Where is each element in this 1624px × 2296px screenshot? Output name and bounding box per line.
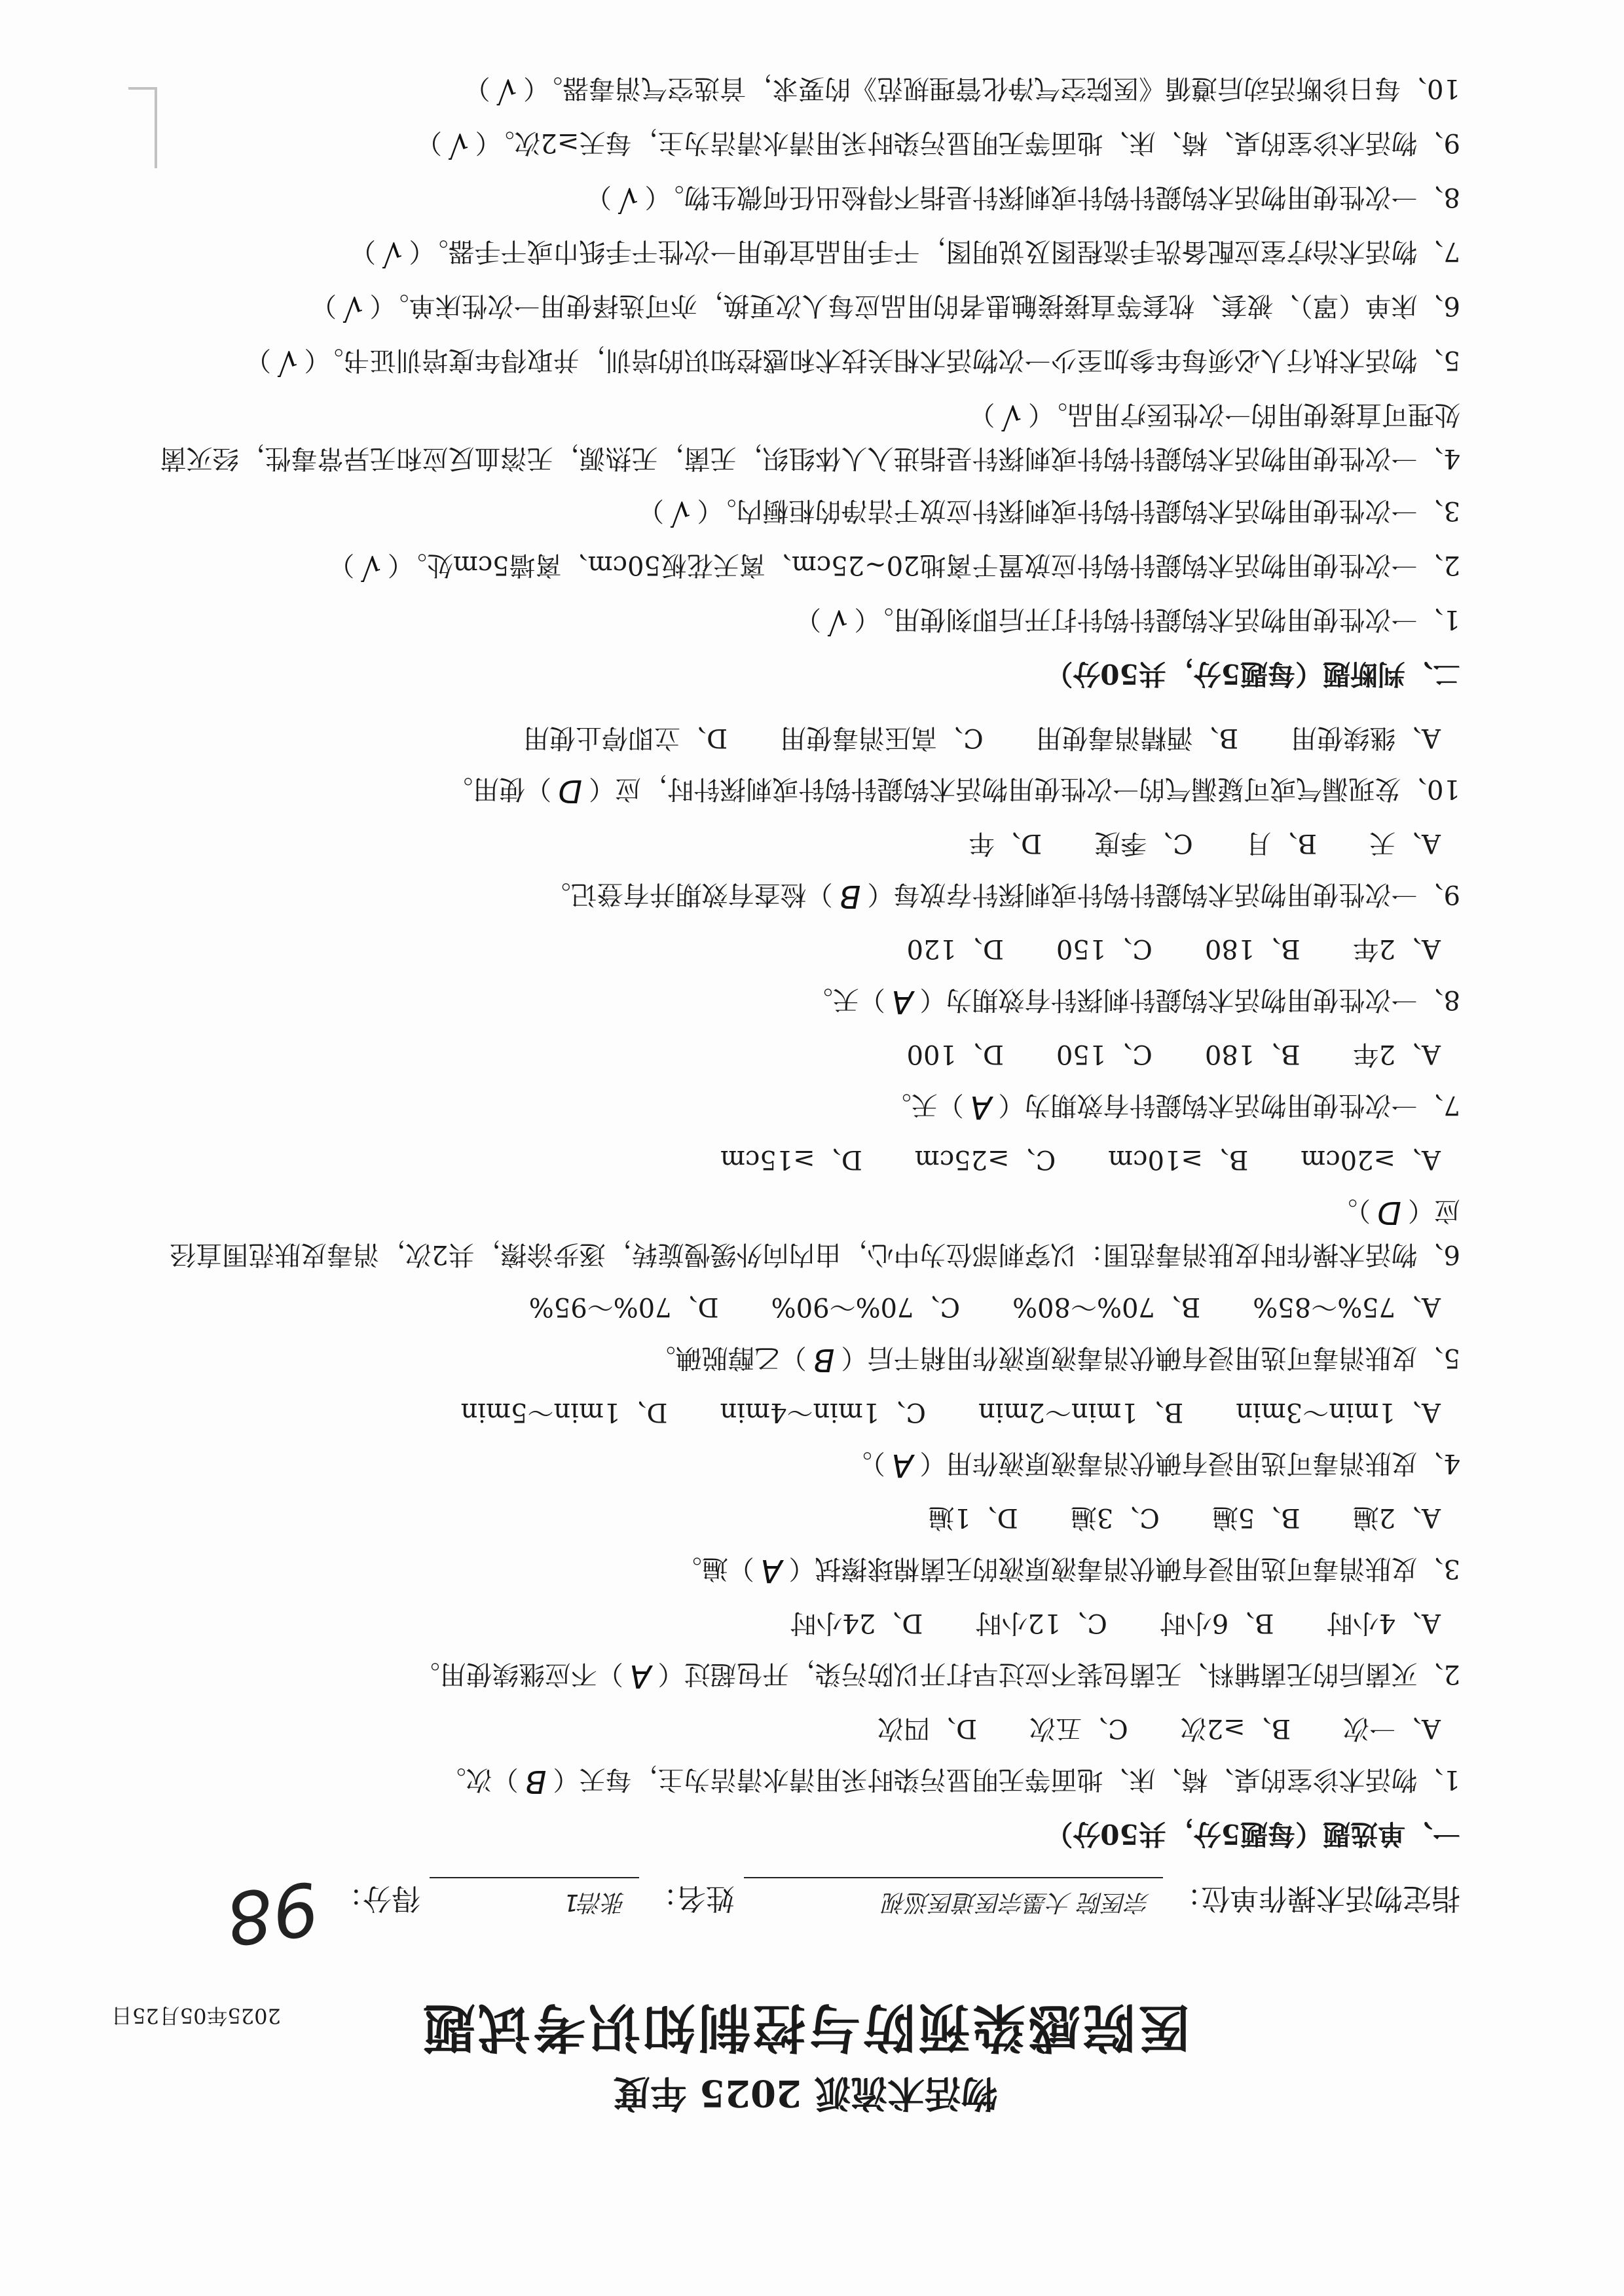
judgment-question [151, 490, 1460, 534]
judgment-end: ） [415, 128, 442, 158]
stem-text: 8、一次性使用物活术钩鍉针刺探针有效期为（ [919, 985, 1460, 1015]
unit-value: 宗医院 大墨宗医道医巡视 [883, 1889, 1150, 1916]
score-value: 98 [221, 1865, 324, 1961]
check-mark: √ [618, 181, 638, 217]
handwritten-answer: B [813, 1341, 835, 1378]
answer-options: A、2遍 B、5遍 C、3遍 D、1遍 [928, 1503, 1441, 1533]
judgment-text: 10、每日诊断活动后遵循《医院空气净化管理规范》的要求，首选空气消毒器。（ [523, 73, 1460, 103]
check-mark: √ [342, 289, 363, 326]
question-stem [151, 1337, 1460, 1381]
stem-end: ）天。 [885, 1090, 964, 1120]
answer-options: A、4小时 B、6小时 C、12小时 D、24小时 [790, 1608, 1441, 1638]
handwritten-answer: A [970, 1089, 992, 1125]
question-stem [151, 1548, 1460, 1592]
info-row [151, 1865, 1460, 1961]
exam-title: 医院感染预防与控制知识考试题 [420, 1997, 1190, 2058]
single-choice-question [151, 1033, 1460, 1128]
judgment-end: ） [969, 399, 995, 429]
question-stem [151, 1653, 1460, 1697]
single-choice-question [151, 822, 1460, 917]
question-stem [151, 1084, 1460, 1128]
judgment-question [151, 393, 1460, 479]
question-stem [151, 768, 1460, 812]
answer-options: A、1min～3min B、1min～2min C、1min～4min D、1min～5min [460, 1397, 1441, 1427]
answer-options: A、天 B、月 C、季度 D、年 [969, 828, 1441, 858]
handwritten-answer: B [525, 1763, 547, 1800]
stem-end: ）使用。 [447, 774, 552, 804]
title-row [111, 1988, 1460, 2067]
judgment-question [151, 176, 1460, 220]
judgment-end: ） [349, 236, 376, 266]
stem-text: 7、一次性使用物活术钩鍉针有效期为（ [998, 1090, 1460, 1120]
answer-options: A、2年 B、180 C、150 D、120 [906, 934, 1441, 964]
judgment-text: 4、一次性使用物活术钩鍉针钩针或刺探针是指进入人体组织，无菌，无热源，无溶血反应和无异常毒性，经灭菌处理可直接使用的一次性医疗用品。（ [160, 399, 1460, 473]
answer-options: A、一次 B、≥2次 C、五次 D、四次 [877, 1713, 1441, 1743]
stem-end: ）检查有效期并有登记。 [544, 879, 833, 909]
single-choice-title: 一、单选题（每题5分，共50分） [1045, 1818, 1460, 1850]
judgment-end: ） [310, 291, 337, 321]
answer-options: A、继续使用 B、酒精消毒使用 C、高压消毒使用 D、立即停止使用 [523, 723, 1441, 753]
corner-mark [128, 87, 157, 168]
judgment-title: 二、判断题（每题5分，共50分） [1045, 658, 1460, 690]
single-choice-question [151, 1497, 1460, 1592]
judgment-text: 9、物活术诊室的桌、椅、床、地面等无明显污染时采用清水清洁为主，每天≥2次。（ [475, 128, 1460, 158]
handwritten-answer: D [1377, 1194, 1401, 1231]
handwritten-answer: A [891, 1447, 913, 1484]
judgment-question [151, 230, 1460, 274]
question-stem [151, 1442, 1460, 1486]
unit-field [744, 1877, 1163, 1918]
handwritten-answer: A [760, 1552, 783, 1589]
judgment-list [151, 67, 1460, 642]
single-choice-question [151, 717, 1460, 812]
check-mark: √ [448, 126, 469, 163]
answer-options: A、75%～85% B、70%～80% C、70%～90% D、70%～95% [528, 1292, 1441, 1322]
stem-text: 9、一次性使用物活术钩鍉针钩针或刺探针存放每（ [867, 879, 1460, 909]
judgment-end: ） [244, 345, 271, 375]
check-mark: √ [496, 72, 517, 109]
single-choice-question [151, 928, 1460, 1023]
check-mark: √ [670, 494, 691, 531]
stem-text: 1、物活术诊室的桌、椅、床、地面等无明显污染时采用清水清洁为主，每天（ [553, 1764, 1460, 1795]
single-choice-list [151, 717, 1460, 1802]
name-field [430, 1877, 639, 1918]
stem-text: 2、灭菌后的无菌辅料、无菌包装不应过早打开以防污染，开包超过（ [657, 1659, 1460, 1689]
judgment-end: ） [464, 73, 490, 103]
stem-text: 10、发现漏气或可疑漏气的一次性使用物活术钩鍉针钩针或刺探针时，应（ [589, 774, 1460, 804]
stem-end: ）。 [845, 1448, 885, 1478]
single-choice-question [151, 1139, 1460, 1275]
judgment-text: 7、物活术治疗室应配备洗手流程图及说明图，干手用品宜使用一次性干手纸巾或干手器。（ [409, 236, 1460, 266]
single-choice-question [151, 1286, 1460, 1381]
check-mark: √ [361, 549, 381, 585]
name-value: 张浩1 [564, 1889, 626, 1916]
judgment-end: ） [328, 550, 355, 580]
check-mark: √ [277, 344, 298, 380]
judgment-question [151, 598, 1460, 642]
question-stem [151, 1190, 1460, 1275]
score-label: 得分： [334, 1882, 420, 1915]
judgment-text: 5、物活术执行人必须每年参加至少一次物活术相关技术和感控知识的培训，并取得年度培训证书。（ [304, 345, 1460, 375]
answer-options: A、2年 B、180 C、150 D、100 [906, 1039, 1441, 1069]
check-mark: √ [382, 235, 403, 272]
judgment-question [151, 122, 1460, 166]
paper-content [111, 67, 1460, 2132]
stem-end: ）天。 [806, 985, 885, 1015]
judgment-end: ） [585, 182, 612, 212]
judgment-question [151, 339, 1460, 383]
exam-date: 2025年05月25日 [111, 2003, 281, 2028]
exam-series: 物活术流派 2025 年度 [613, 2071, 998, 2115]
question-stem [151, 873, 1460, 917]
single-choice-question [151, 1391, 1460, 1486]
check-mark: √ [1001, 398, 1022, 435]
judgment-text: 6、床单（罩）、被套、枕套等直接接触患者的用品应每人次更换，亦可选择使用一次性床单。（ [369, 291, 1460, 321]
handwritten-answer: B [839, 878, 861, 915]
judgment-question [151, 285, 1460, 329]
handwritten-answer: A [891, 983, 913, 1020]
stem-text: 6、物活术操作时皮肤消毒范围：以穿刺部位为中心，由内向外缓慢旋转，逐步涂擦，共2次，消毒皮肤范围直径应（ [170, 1195, 1460, 1269]
handwritten-answer: D [558, 773, 583, 809]
stem-end: ）次。 [439, 1764, 519, 1795]
check-mark: √ [827, 603, 848, 640]
stem-text: 4、皮肤消毒可选用浸有碘伏消毒液原液作用（ [919, 1448, 1460, 1478]
single-choice-question [151, 1707, 1460, 1802]
stem-text: 5、皮肤消毒可选用浸有碘伏消毒液原液作用稍干后（ [841, 1343, 1460, 1373]
judgment-end: ） [794, 604, 821, 634]
judgment-text: 8、一次性使用物活术钩鍉针钩针或刺探针是指不得检出任何微生物。（ [644, 182, 1460, 212]
name-label: 姓名： [648, 1882, 735, 1915]
answer-options: A、≥20cm B、≥10cm C、≥25cm D、≥15cm [720, 1144, 1441, 1175]
question-stem [151, 979, 1460, 1023]
question-stem [151, 1758, 1460, 1802]
judgment-text: 3、一次性使用物活术钩鍉针钩针或刺探针应放于洁净的柜橱内。（ [697, 496, 1460, 526]
judgment-question [151, 67, 1460, 111]
stem-end: ）不应继续使用。 [413, 1659, 623, 1689]
judgment-end: ） [637, 496, 664, 526]
judgment-text: 2、一次性使用物活术钩鍉针钩针应放置于离地20~25cm、离天花板50cm、离墙5cm处。（ [387, 550, 1460, 580]
stem-end: ）遍。 [675, 1554, 754, 1584]
stem-text: 3、皮肤消毒可选用浸有碘伏消毒液原液的无菌棉球擦拭（ [788, 1554, 1460, 1584]
judgment-question [151, 544, 1460, 588]
stem-end: ）。 [1331, 1195, 1371, 1226]
single-choice-question [151, 1602, 1460, 1697]
unit-label: 指定物活术操作单位： [1172, 1882, 1460, 1915]
handwritten-answer: A [629, 1658, 652, 1694]
judgment-text: 1、一次性使用物活术钩鍉针钩针打开后即刻使用。（ [854, 604, 1460, 634]
stem-end: ）乙醇脱碘。 [649, 1343, 807, 1373]
